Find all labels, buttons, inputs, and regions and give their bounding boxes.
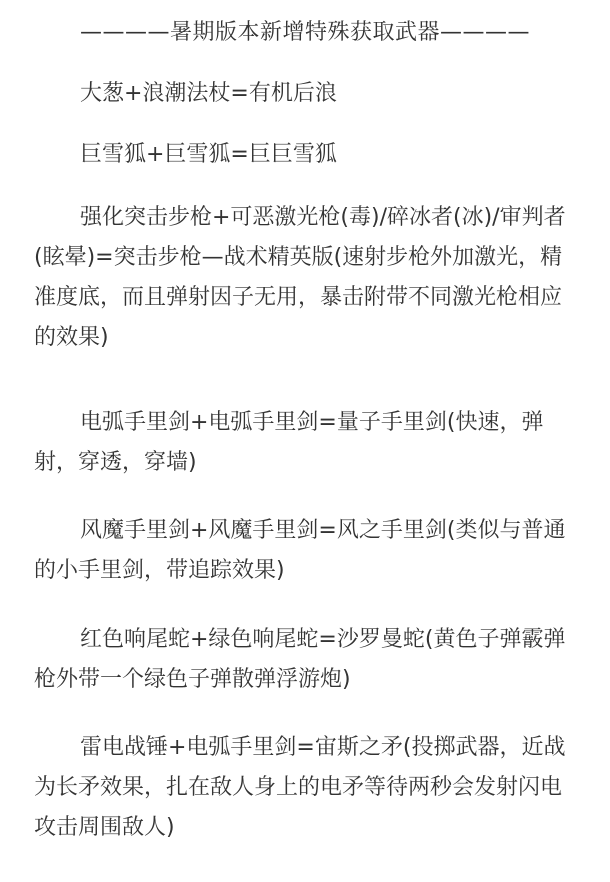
weapon-recipe-paragraph: 巨雪狐+巨雪狐=巨巨雪狐	[80, 142, 337, 167]
weapon-recipe-paragraph: 红色响尾蛇+绿色响尾蛇=沙罗曼蛇(黄色子弹霰弹枪外带一个绿色子弹散弹浮游炮)	[34, 627, 566, 692]
weapon-recipe-paragraph: 雷电战锤+电弧手里剑=宙斯之矛(投掷武器，近战为长矛效果，扎在敌人身上的电矛等待两秒会发射闪电攻击周围敌人)	[34, 735, 566, 840]
weapon-recipe-paragraph: 大葱+浪潮法杖=有机后浪	[80, 81, 337, 106]
weapon-recipe-paragraph: 风魔手里剑+风魔手里剑=风之手里剑(类似与普通的小手里剑，带追踪效果)	[34, 518, 566, 583]
weapon-recipe-paragraph: 电弧手里剑+电弧手里剑=量子手里剑(快速，弹射，穿透，穿墙)	[34, 410, 544, 475]
weapon-recipe-paragraph: 强化突击步枪+可恶激光枪(毒)/碎冰者(冰)/审判者(眩晕)=突击步枪—战术精英版(速射步枪外加激光，精准度底，而且弹射因子无用，暴击附带不同激光枪相应的效果)	[34, 205, 566, 350]
section-heading: ————暑期版本新增特殊获取武器————	[79, 20, 530, 45]
